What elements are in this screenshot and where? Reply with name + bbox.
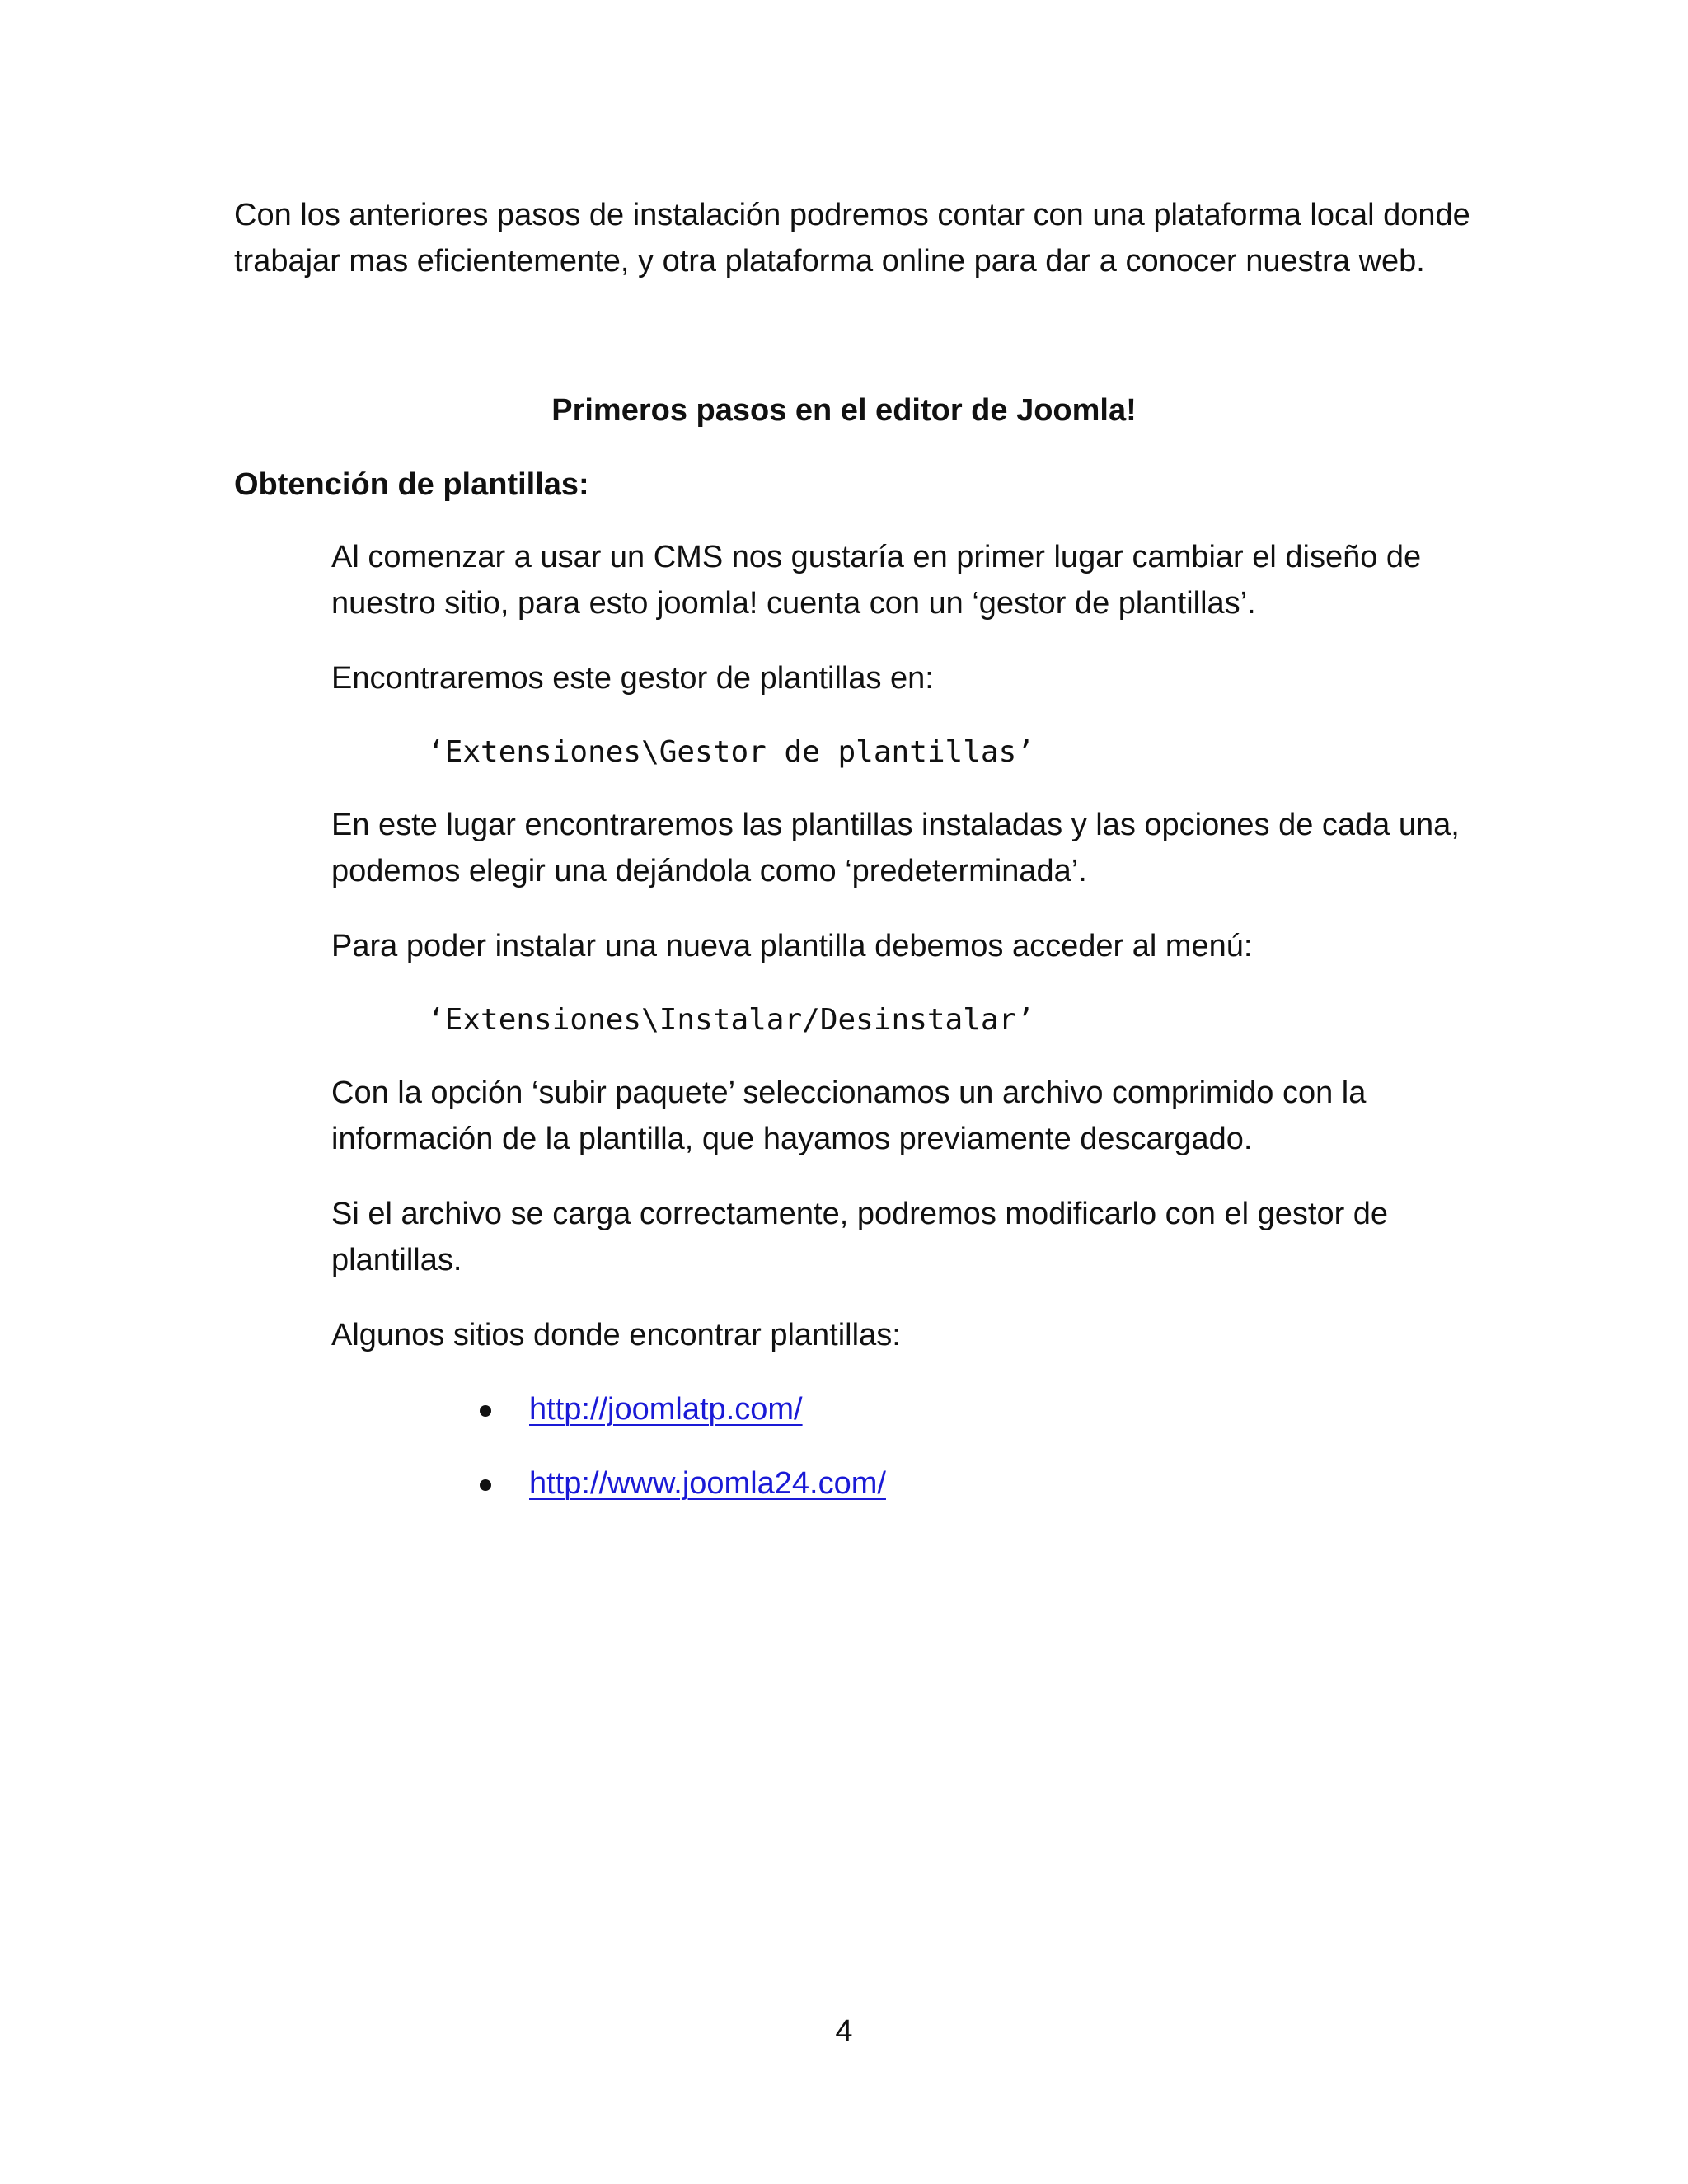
paragraph-1-line-2: nuestro sitio, para esto joomla! cuenta con un ‘gestor de plantillas’. bbox=[331, 586, 1256, 621]
paragraph-3-line-2: podemos elegir una dejándola como ‘predeterminada’. bbox=[331, 854, 1087, 888]
intro-line-1: Con los anteriores pasos de instalación podremos contar con una plataforma local donde bbox=[234, 198, 1470, 232]
paragraph-6-line-1: Si el archivo se carga correctamente, podremos modificarlo con el gestor de bbox=[331, 1197, 1389, 1231]
link-joomla24[interactable]: http://www.joomla24.com/ bbox=[529, 1466, 886, 1501]
intro-line-2: trabajar mas eficientemente, y otra plataforma online para dar a conocer nuestra web. bbox=[234, 244, 1425, 279]
paragraph-1-line-1: Al comenzar a usar un CMS nos gustaría en primer lugar cambiar el diseño de bbox=[331, 540, 1422, 574]
paragraph-5-line-1: Con la opción ‘subir paquete’ seleccionamos un archivo comprimido con la bbox=[331, 1076, 1367, 1110]
menu-path-install: ‘Extensiones\Instalar/Desinstalar’ bbox=[427, 1003, 1034, 1037]
paragraph-3-line-1: En este lugar encontraremos las plantillas instaladas y las opciones de cada una, bbox=[331, 808, 1460, 842]
subsection-title: Obtención de plantillas: bbox=[234, 467, 589, 502]
section-title: Primeros pasos en el editor de Joomla! bbox=[551, 393, 1137, 428]
menu-path-templates: ‘Extensiones\Gestor de plantillas’ bbox=[427, 735, 1034, 769]
paragraph-7: Algunos sitios donde encontrar plantillas: bbox=[331, 1318, 901, 1352]
paragraph-5-line-2: información de la plantilla, que hayamos previamente descargado. bbox=[331, 1122, 1253, 1156]
bullet-icon bbox=[480, 1405, 491, 1417]
bullet-icon bbox=[480, 1479, 491, 1491]
link-joomlatp[interactable]: http://joomlatp.com/ bbox=[529, 1392, 803, 1427]
paragraph-6-line-2: plantillas. bbox=[331, 1243, 462, 1277]
paragraph-2: Encontraremos este gestor de plantillas en: bbox=[331, 661, 934, 696]
page-number: 4 bbox=[835, 2014, 853, 2049]
paragraph-4: Para poder instalar una nueva plantilla debemos acceder al menú: bbox=[331, 929, 1253, 963]
